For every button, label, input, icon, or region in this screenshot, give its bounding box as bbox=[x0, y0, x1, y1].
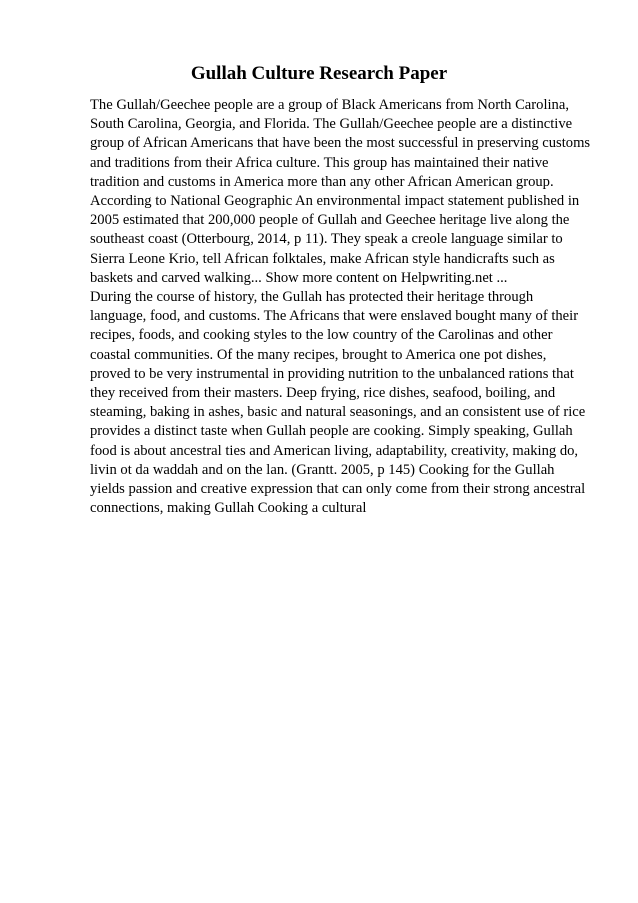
text-line: baskets and carved walking... Show more content on Helpwriting.net ... bbox=[90, 269, 508, 286]
text-line: provides a distinct taste when Gullah people are cooking. Simply speaking, Gullah bbox=[90, 423, 573, 440]
text-line: yields passion and creative expression that can only come from their strong ancestral bbox=[90, 481, 586, 498]
text-line: southeast coast (Otterbourg, 2014, p 11). They speak a creole language similar to bbox=[90, 231, 563, 248]
paragraph-food-heritage bbox=[90, 288, 610, 518]
text-line: During the course of history, the Gullah has protected their heritage through bbox=[90, 289, 534, 306]
text-line: South Carolina, Georgia, and Florida. The Gullah/Geechee people are a distinctive bbox=[90, 116, 573, 133]
text-line: tradition and customs in America more than any other African American group. bbox=[90, 173, 554, 190]
text-line: group of African Americans that have been the most successful in preserving customs bbox=[90, 135, 591, 152]
text-line: recipes, foods, and cooking styles to the low country of the Carolinas and other bbox=[90, 327, 553, 344]
text-line: language, food, and customs. The Africans that were enslaved bought many of their bbox=[90, 308, 579, 325]
paragraph-intro bbox=[90, 96, 610, 288]
text-line: they received from their masters. Deep frying, rice dishes, seafood, boiling, and bbox=[90, 385, 556, 402]
text-line: proved to be very instrumental in providing nutrition to the unbalanced rations that bbox=[90, 365, 574, 382]
text-line: 2005 estimated that 200,000 people of Gullah and Geechee heritage live along the bbox=[90, 212, 570, 229]
page-title: Gullah Culture Research Paper bbox=[190, 63, 448, 84]
text-line: food is about ancestral ties and American living, adaptability, creativity, making do, bbox=[90, 442, 579, 459]
text-line: connections, making Gullah Cooking a cultural bbox=[90, 500, 367, 517]
text-line: The Gullah/Geechee people are a group of Black Americans from North Carolina, bbox=[90, 97, 569, 113]
text-line: steaming, baking in ashes, basic and natural seasonings, and an consistent use of rice bbox=[90, 404, 586, 421]
text-line: According to National Geographic An environmental impact statement published in bbox=[90, 193, 580, 210]
text-line: livin ot da waddah and on the lan. (Grantt. 2005, p 145) Cooking for the Gullah bbox=[90, 461, 555, 478]
text-line: coastal communities. Of the many recipes, brought to America one pot dishes, bbox=[90, 346, 547, 363]
text-line: and traditions from their Africa culture. This group has maintained their native bbox=[90, 154, 549, 171]
document-body bbox=[90, 96, 610, 518]
text-line: Sierra Leone Krio, tell African folktales, make African style handicrafts such as bbox=[90, 250, 555, 267]
